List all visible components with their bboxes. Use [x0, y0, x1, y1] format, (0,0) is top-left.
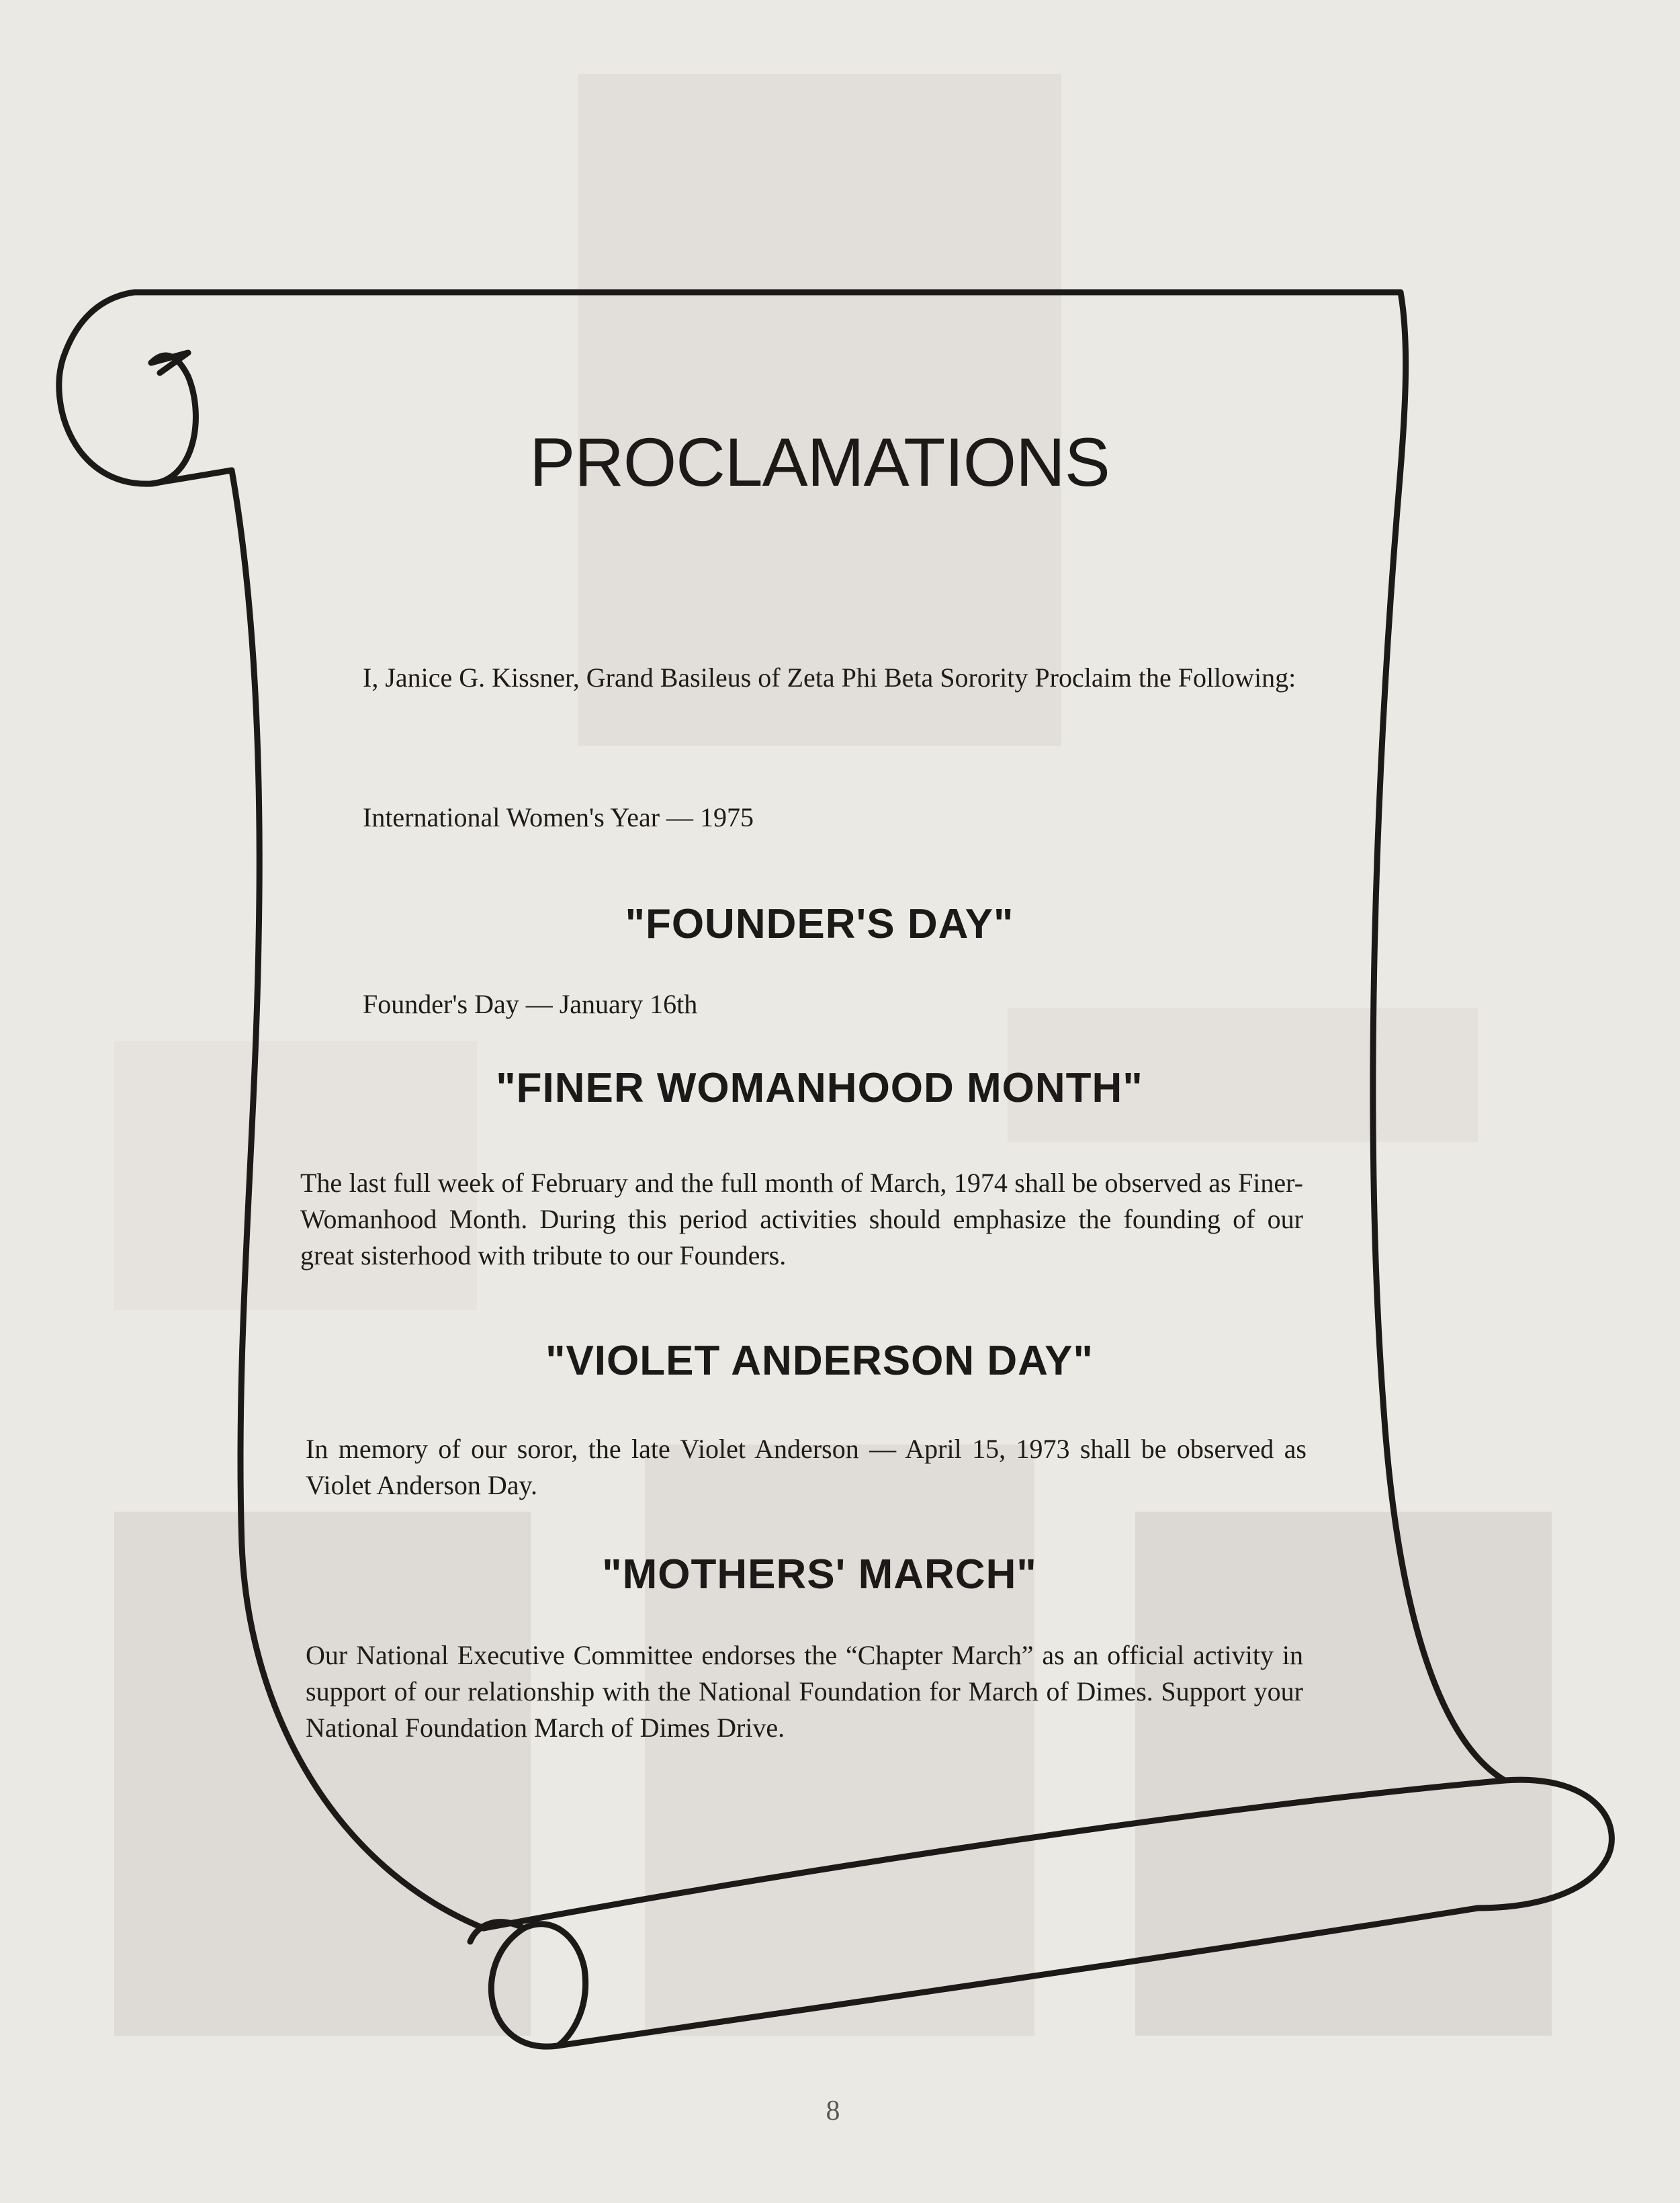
violet-anderson-heading: "VIOLET ANDERSON DAY" [545, 1338, 1094, 1384]
finer-womanhood-text: The last full week of February and the full month of March, 1974 shall be observed as Finer-Womanhood Month. During this period activities should emphasize the founding of our great sisterhood with tribute to our Founders. [300, 1168, 1303, 1270]
intro-text: I, Janice G. Kissner, Grand Basileus of Zeta Phi Beta Sorority Proclaim the Following: [363, 662, 1296, 693]
founders-day-heading: "FOUNDER'S DAY" [625, 901, 1014, 947]
violet-anderson-text: In memory of our soror, the late Violet Anderson — April 15, 1973 shall be observed as Violet Anderson Day. [306, 1434, 1307, 1500]
page-title: PROCLAMATIONS [529, 424, 1110, 501]
founders-day-text: Founder's Day — January 16th [363, 989, 698, 1019]
finer-womanhood-heading: "FINER WOMANHOOD MONTH" [496, 1065, 1143, 1111]
page-number: 8 [826, 2096, 840, 2126]
mothers-march-heading: "MOTHERS' MARCH" [602, 1551, 1037, 1598]
mothers-march-text: Our National Executive Committee endorses the “Chapter March” as an official activity in support of our relationship with the National Foundation for March of Dimes. Support your National Foundation March of Dimes Drive. [306, 1640, 1303, 1743]
intl-year-text: International Women's Year — 1975 [363, 802, 754, 832]
